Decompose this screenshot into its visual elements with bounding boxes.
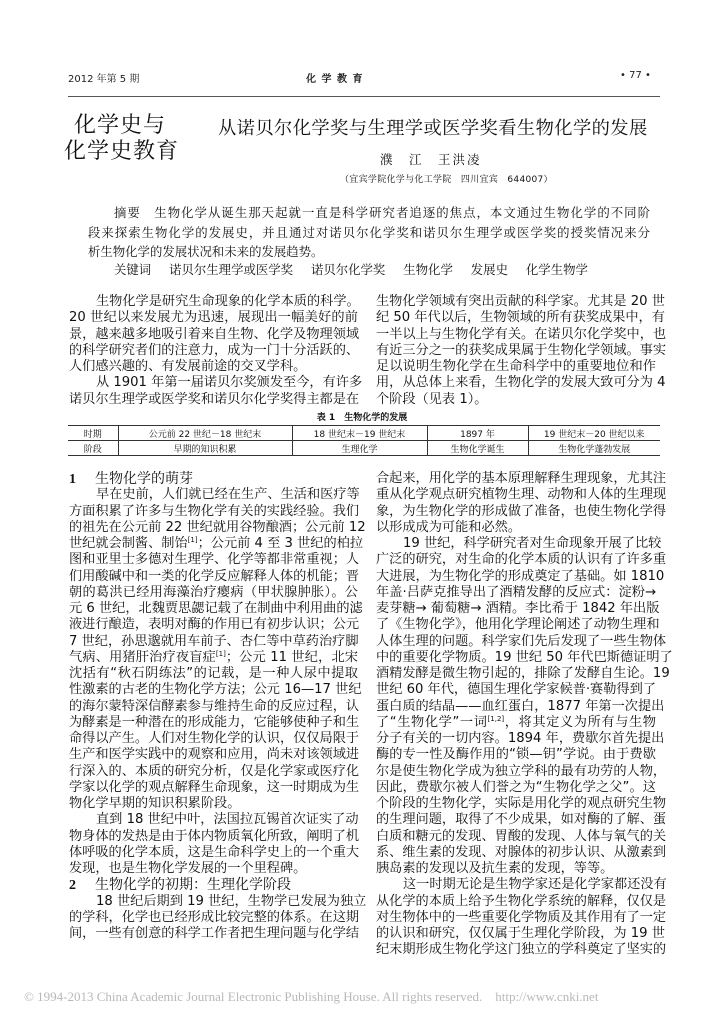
- text-line: 个阶段的生物化学，实际是用化学的观点研究生物: [376, 796, 667, 811]
- text-line: 发现，也是生物化学发展的一个里程碑。: [69, 861, 307, 876]
- text-line: 物身体的发热是由于体内物质氧化所致，阐明了机: [69, 828, 360, 844]
- section-title: 生物化学的初期：生理化学阶段: [95, 877, 291, 894]
- body-left-column: [69, 471, 367, 942]
- text-line: [376, 715, 656, 731]
- table-cell: 1897 年: [427, 426, 528, 441]
- table-cell: 18 世纪末－19 世纪末: [292, 426, 427, 441]
- text-segment: 世纪就会制酱、制饴: [69, 536, 188, 551]
- section-heading: [69, 877, 358, 893]
- text-line: 有近三分之一的获奖成果属于生物化学领域。事实: [376, 342, 667, 358]
- section-number: 1: [69, 472, 76, 487]
- text-line: 这一时期无论是生物学家还是化学家都还没有: [403, 877, 667, 893]
- text-line: 间，一些有创意的科学工作者把生理问题与化学结: [69, 926, 360, 941]
- text-line: 象，为生物化学的形成做了准备，也使生物化学得: [376, 503, 667, 519]
- table-cell: 生物化学诞生: [427, 441, 528, 456]
- text-line: 生产和医学实践中的观察和应用，尚未对该领域进: [69, 747, 360, 763]
- text-line: 生物化学领域有突出贡献的科学家。尤其是 20 世: [376, 294, 665, 309]
- text-line: [69, 650, 358, 666]
- text-line: 性激素的古老的生物化学方法；公元 16—17 世纪: [69, 682, 362, 698]
- table-cell: 19 世纪末－20 世纪以来: [528, 426, 660, 441]
- body-right-column: [376, 471, 673, 959]
- text-line: 20 世纪以来发展尤为迅速，展现出一幅美好的前: [69, 310, 358, 326]
- section-title: 生物化学的萌芽: [95, 471, 193, 487]
- table-cell: 公元前 22 世纪－18 世纪末: [118, 426, 292, 441]
- text-line: [69, 536, 364, 552]
- keywords: [114, 260, 602, 278]
- text-line: 学家以化学的观点解释生命现象，这一时期成为生: [69, 779, 360, 795]
- text-line: 酶的专一性及酶作用的“锁—钥”学说。由于费歇: [376, 747, 656, 763]
- text-line: 生物化学是研究生命现象的化学本质的科学。: [96, 294, 360, 309]
- citation: [1,2]: [487, 714, 505, 723]
- text-line: 的学科，化学也已经形成比较完整的体系。在这期: [69, 909, 360, 925]
- text-line: 因此，费歇尔被人们誉之为“生物化学之父”。这: [376, 779, 656, 795]
- table-cell: 早期的知识积累: [118, 441, 292, 456]
- text-line: 们用酸碱中和一类的化学反应解释人体的机能；晋: [69, 568, 360, 584]
- text-line: 了《生物化学》，他用化学理论阐述了动物生理和: [376, 617, 660, 633]
- text-line: 7 世纪，孙思邈就用车前子、杏仁等中草药治疗脚: [69, 633, 359, 649]
- text-line: 直到 18 世纪中叶，法国拉瓦锡首次证实了动: [96, 812, 359, 828]
- table-cell: 时期: [68, 426, 118, 441]
- table-cell: 阶段: [68, 441, 118, 456]
- section-label-line2: 化学史教育: [64, 139, 180, 164]
- text-line: 元 6 世纪，北魏贾思勰记载了在制曲中利用曲的滤: [69, 601, 363, 616]
- text-line: 人们感兴趣的、有发展前途的交叉学科。: [69, 359, 307, 374]
- journal-name: 化 学 教 育: [306, 74, 364, 85]
- citation: [1]: [187, 536, 198, 544]
- text-line: 纪末期形成生物化学这门独立的学科奠定了坚实的: [376, 942, 667, 958]
- text-line: 麦芽糖→ 葡萄糖→ 酒精。李比希于 1842 年出版: [376, 601, 660, 616]
- text-line: 沈括有“秋石阴练法”的记载，是一种人尿中提取: [69, 666, 358, 681]
- text-line: 的祖先在公元前 22 世纪就用谷物酿酒；公元前 12: [69, 519, 366, 535]
- text-line: 早在史前，人们就已经在生产、生活和医疗等: [96, 487, 360, 503]
- text-line: 一半以上与生物化学有关。在诺贝尔化学奖中，也: [376, 326, 667, 342]
- text-line: 酒精发酵是微生物引起的，排除了发酵自生论。19: [376, 666, 670, 681]
- table-row: [68, 426, 660, 441]
- text-segment: ，将其定义为所有与生物: [504, 714, 656, 730]
- text-line: 朝的葛洪已经用海藻治疗瘿病（甲状腺肿胀）。公: [69, 584, 358, 600]
- text-line: 液进行酿造，表明对酶的作用已有初步认识；公元: [69, 617, 360, 633]
- article-title: 从诺贝尔化学奖与生理学或医学奖看生物化学的发展: [218, 118, 648, 139]
- text-line: 方面积累了许多与生物化学有关的实践经验。我们: [69, 503, 360, 519]
- text-line: 19 世纪，科学研究者对生命现象开展了比较: [403, 536, 662, 551]
- page-number: • 77 •: [620, 70, 651, 81]
- text-line: 尔是使生物化学成为独立学科的最有功劳的人物，: [376, 763, 667, 779]
- text-line: 从化学的本质上给予生物化学系统的解释，仅仅是: [376, 893, 667, 909]
- text-line: 物化学早期的知识积累阶段。: [69, 796, 241, 811]
- authors: 濮 江 王洪凌: [380, 152, 482, 167]
- text-line: 世纪 60 年代，德国生理化学家候普·赛勒得到了: [376, 682, 656, 698]
- text-line: 以形成成为可能和必然。: [376, 519, 522, 535]
- text-line: 蛋白质的结晶——血红蛋白，1877 年第一次提出: [376, 698, 665, 714]
- text-line: 系、维生素的发现、对腺体的初步认识、从激素到: [376, 844, 667, 860]
- text-line: 用，从总体上来看，生物化学的发展大致可分为 4: [376, 375, 666, 391]
- text-segment: 了“生物化学”一词: [376, 714, 488, 730]
- abstract-line: 摘要 生物化学从诞生那天起就一直是科学研究者追逐的焦点，本文通过生物化学的不同阶: [114, 205, 650, 220]
- text-line: 年盖·吕萨克推导出了酒精发酵的反应式：淀粉→: [376, 584, 656, 600]
- text-line: 的认识和研究，仅仅属于生理化学阶段，为 19 世: [376, 926, 665, 941]
- text-line: 重从化学观点研究植物生理、动物和人体的生理现: [376, 487, 667, 503]
- keyword: 诺贝尔化学奖: [310, 262, 386, 277]
- intro-right-column: [376, 294, 667, 408]
- text-line: 中的重要化学物质。19 世纪 50 年代巴斯德证明了: [376, 649, 673, 665]
- table-caption: 表 1 生物化学的发展: [316, 413, 408, 423]
- text-line: 分子有关的一切内容。1894 年，费歇尔首先提出: [376, 731, 665, 746]
- text-line: 足以说明生物化学在生命科学中的重要地位和作: [376, 359, 656, 374]
- text-line: 纪 50 年代以后，生物领域的所有获奖成果中，有: [376, 310, 665, 326]
- section-label-line1: 化学史与: [74, 113, 167, 138]
- text-segment: ；公元前 4 至 3 世纪的柏拉: [197, 536, 364, 551]
- text-line: 为酵素是一种潜在的形成能力，它能够使种子和生: [69, 714, 360, 730]
- text-line: 个阶段（见表 1）。: [376, 391, 488, 407]
- text-line: 景，越来越多地吸引着来自生物、化学及物理领域: [69, 326, 360, 342]
- text-line: 的生理问题，取得了不少成果，如对酶的了解、蛋: [376, 812, 667, 828]
- text-line: 合起来，用化学的基本原理解释生理现象，尤其注: [376, 471, 667, 486]
- text-line: 广泛的研究，对生命的化学本质的认识有了许多重: [376, 552, 667, 568]
- text-line: 胰岛素的发现以及抗生素的发现，等等。: [376, 861, 614, 876]
- text-line: 对生物体中的一些重要化学物质及其作用有了一定: [376, 909, 667, 925]
- keywords-label: 关键词: [114, 262, 152, 277]
- copyright-footer: © 1994-2013 China Academic Journal Electronic Publishing House. All rights reserved. http://www.cnki.net: [24, 989, 599, 1004]
- section-number: 2: [69, 878, 76, 894]
- section-heading: [69, 471, 358, 487]
- text-line: 命得以产生。人们对生物化学的认识，仅仅局限于: [69, 731, 360, 746]
- affiliation: （宜宾学院化学与化工学院 四川宜宾 644007）: [340, 175, 553, 185]
- abstract-line: 段来探索生物化学的发展史，并且通过对诺贝尔化学奖和诺贝尔生理学或医学奖的授奖情况来分: [88, 224, 650, 240]
- issue-number: 2012 年第 5 期: [68, 74, 140, 85]
- table-row: [68, 441, 660, 456]
- text-line: 的海尔蒙特深信酵素参与维持生命的反应过程，认: [69, 698, 360, 714]
- table-cell: 生物化学蓬勃发展: [528, 441, 660, 456]
- text-line: 18 世纪后期到 19 世纪，生物学已发展为独立: [96, 893, 367, 909]
- text-line: 从 1901 年第一届诺贝尔奖颁发至今，有许多: [96, 375, 363, 391]
- text-line: 行深入的、本质的研究分析，仅是化学家或医疗化: [69, 763, 360, 779]
- text-line: 大进展，为生物化学的形成奠定了基础。如 1810: [376, 568, 665, 584]
- citation: [1]: [215, 649, 226, 658]
- text-line: 诺贝尔生理学或医学奖和诺贝尔化学奖得主都是在: [69, 391, 360, 407]
- abstract-line: 析生物化学的发展状况和未来的发展趋势。: [88, 244, 324, 259]
- text-line: 体呼吸的化学本质，这是生命科学史上的一个重大: [69, 844, 360, 860]
- text-segment: ；公元 11 世纪，北宋: [225, 649, 358, 665]
- development-table: [68, 425, 660, 456]
- keyword: 发展史: [470, 262, 508, 277]
- keyword: 生物化学: [403, 262, 453, 277]
- text-line: 的科学研究者们的注意力，成为一门十分活跃的、: [69, 342, 360, 358]
- keyword: 诺贝尔生理学或医学奖: [169, 262, 294, 277]
- intro-left-column: [69, 294, 363, 408]
- text-line: 白质和糖元的发现、胃酸的发现、人体与氧气的关: [376, 828, 667, 844]
- text-line: 人体生理的问题。科学家们先后发现了一些生物体: [376, 633, 667, 649]
- text-line: 图和亚里士多德对生理学、化学等都非常重视；人: [69, 552, 360, 568]
- table-cell: 生理化学: [292, 441, 427, 456]
- keyword: 化学生物学: [525, 262, 588, 277]
- header-rule: [68, 96, 660, 97]
- text-segment: 气病、用猪肝治疗夜盲症: [69, 649, 216, 665]
- abstract: [88, 203, 650, 262]
